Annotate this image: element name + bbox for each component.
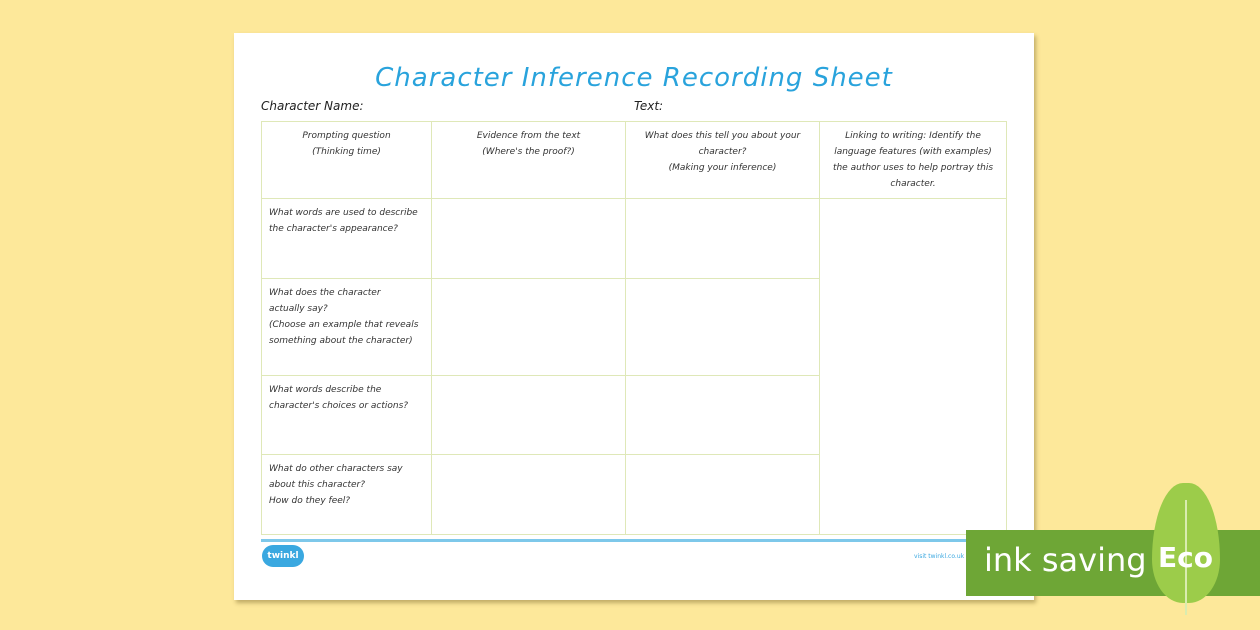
header-cell: Prompting question (Thinking time) xyxy=(262,122,432,199)
character-name-label: Character Name: xyxy=(261,99,364,113)
header-cell: What does this tell you about your character? (Making your inference) xyxy=(626,122,820,199)
empty-cell xyxy=(626,455,820,535)
empty-cell xyxy=(432,279,626,376)
footer-url: visit twinkl.co.uk xyxy=(914,553,965,560)
header-cell: Evidence from the text (Where's the proof?) xyxy=(432,122,626,199)
question-cell: What do other characters say about this character? How do they feel? xyxy=(262,455,432,535)
worksheet-preview xyxy=(234,33,1034,600)
header-cell: Linking to writing: Identify the language features (with examples) the author uses to help portray this character. xyxy=(820,122,1007,199)
inference-table xyxy=(261,121,1007,535)
empty-cell xyxy=(626,376,820,455)
question-cell: What does the character actually say? (Choose an example that reveals something about the character) xyxy=(262,279,432,376)
eco-label: Eco xyxy=(1158,541,1213,574)
empty-cell xyxy=(626,199,820,279)
empty-cell xyxy=(432,199,626,279)
ink-saving-text: ink saving xyxy=(984,541,1147,579)
table-row xyxy=(262,199,1007,279)
text-label: Text: xyxy=(634,99,664,113)
empty-cell xyxy=(432,455,626,535)
empty-cell xyxy=(432,376,626,455)
question-cell: What words are used to describe the character's appearance? xyxy=(262,199,432,279)
empty-cell xyxy=(626,279,820,376)
question-cell: What words describe the character's choices or actions? xyxy=(262,376,432,455)
footer-rule xyxy=(261,539,1006,542)
empty-cell xyxy=(820,199,1007,535)
twinkl-logo: twinkl xyxy=(262,545,304,567)
header-row xyxy=(262,122,1007,199)
sheet-title: Character Inference Recording Sheet xyxy=(375,63,893,93)
